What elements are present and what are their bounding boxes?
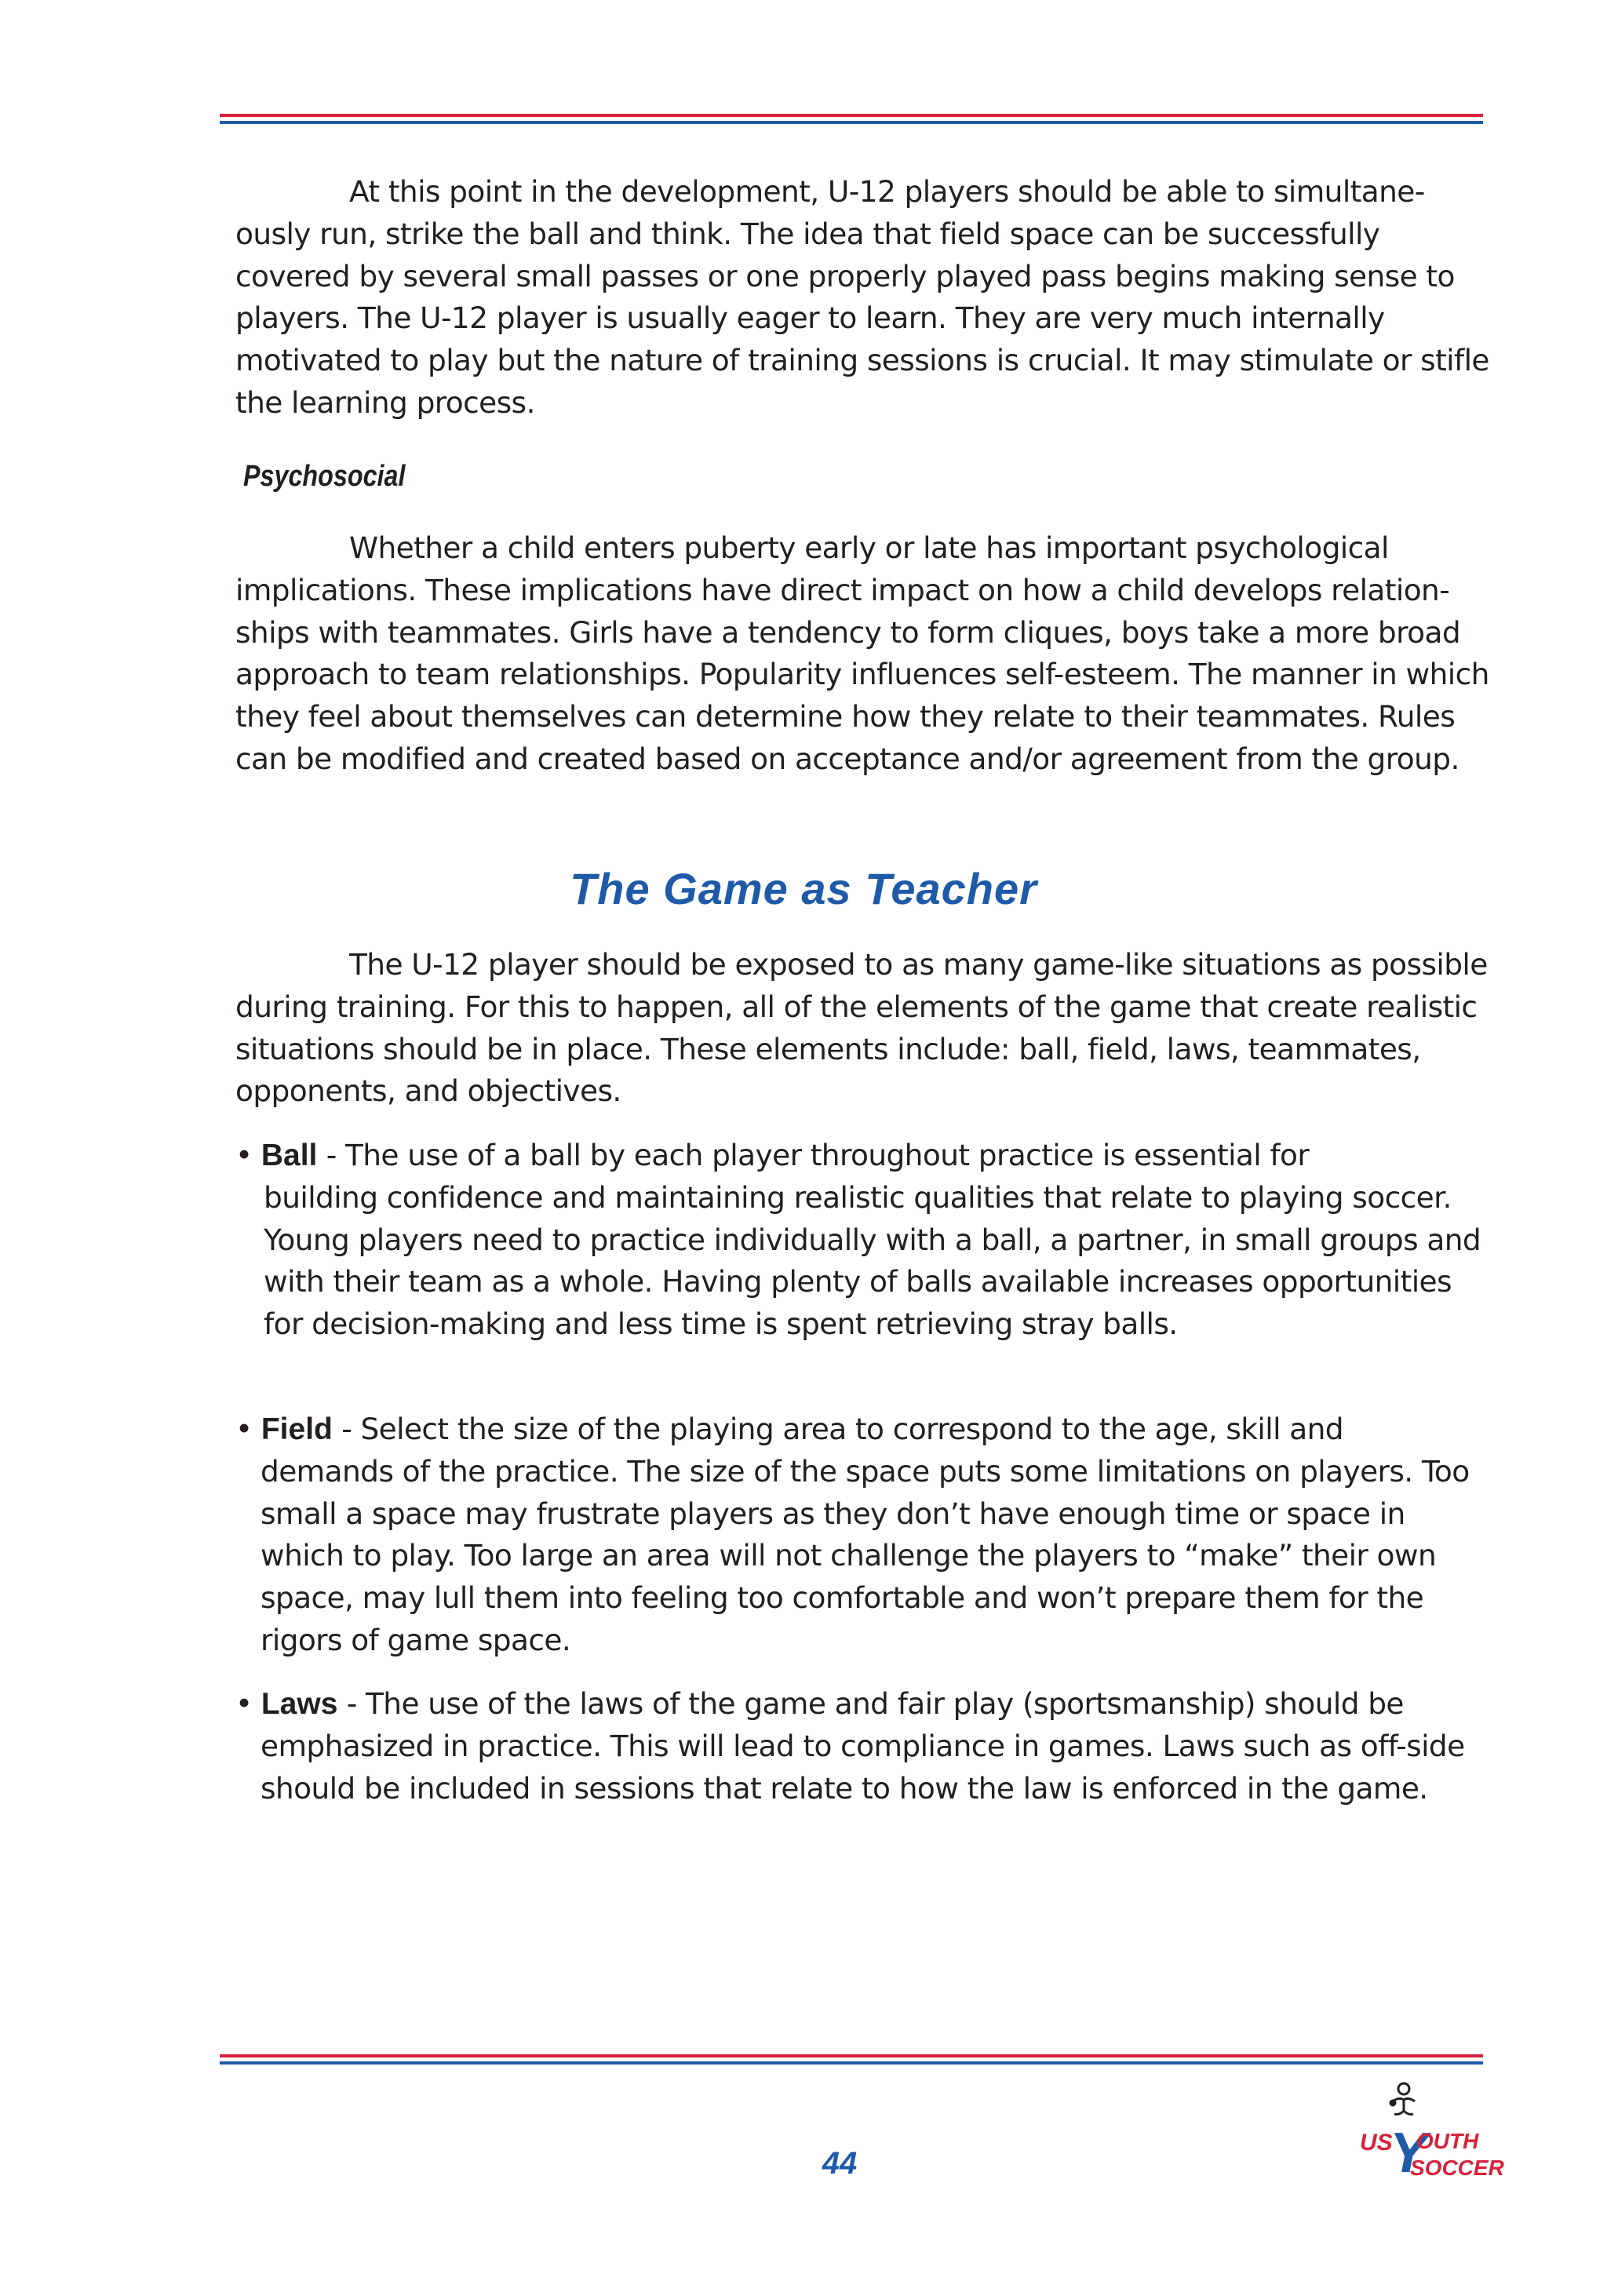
bottom-divider-rule	[220, 2054, 1483, 2065]
bullet-term-field: Field	[261, 1412, 333, 1446]
bullet-first-line: - Select the size of the playing area to correspond to the age, skill and	[332, 1412, 1343, 1446]
bullet-first-line: - The use of the laws of the game and fair play (sportsmanship) should be	[337, 1686, 1404, 1721]
top-divider-rule	[220, 114, 1483, 124]
logo-soccer-text: SOCCER	[1410, 2156, 1504, 2180]
bullet-first-line: - The use of a ball by each player throughout practice is essential for	[317, 1138, 1310, 1172]
page-number: 44	[822, 2146, 858, 2181]
bullet-field	[235, 1409, 1491, 1662]
player-figure-icon	[1390, 2083, 1415, 2115]
us-youth-soccer-logo	[1354, 2079, 1504, 2197]
bullet-term-ball: Ball	[261, 1139, 318, 1172]
psychosocial-heading: Psychosocial	[243, 460, 406, 493]
bullet-laws	[235, 1683, 1491, 1809]
bullet-marker: •	[235, 1412, 253, 1446]
logo-y-text: Y	[1390, 2122, 1428, 2185]
intro-section	[235, 171, 1491, 425]
bullet-text: building confidence and maintaining realistic qualities that relate to playing soccer. Young players need to practice individually with a ball, a partner, in small groups and with their team as a whole. Having plenty of balls available increases opportunities for decision-making and less time is spent retrieving stray balls.	[264, 1179, 1481, 1342]
psychosocial-paragraph: Whether a child enters puberty early or late has important psychological implications. These implications have direct impact on how a child develops relation-ships with teammates. Girls have a tendency to form cliques, boys take a more broad approach to team relationships. Popularity influences self-esteem. The manner in which they feel about themselves can determine how they relate to their teammates. Rules can be modified and created based on acceptance and/or agreement from the group.	[235, 530, 1489, 776]
psychosocial-section	[235, 527, 1491, 781]
game-as-teacher-section	[235, 944, 1491, 1113]
bullet-marker: •	[235, 1138, 253, 1172]
game-as-teacher-paragraph: The U-12 player should be exposed to as many game-like situations as possible during training. For this to happen, all of the elements of the game that create realistic situations should be in place. These elements include: ball, field, laws, teammates, opponents, and objectives.	[235, 947, 1488, 1109]
logo-us-text: US	[1360, 2130, 1393, 2156]
bullet-marker: •	[235, 1686, 253, 1721]
game-as-teacher-heading: The Game as Teacher	[570, 864, 1037, 913]
logo-outh-text: OUTH	[1416, 2129, 1479, 2153]
bullet-ball	[235, 1135, 1491, 1346]
bullet-term-laws: Laws	[261, 1687, 338, 1721]
intro-paragraph: At this point in the development, U-12 players should be able to simultane-ously run, strike the ball and think. The idea that field space can be successfully covered by several small passes or one properly played pass begins making sense to players. The U-12 player is usually eager to learn. They are very much internally motivated to play but the nature of training sessions is crucial. It may stimulate or stifle the learning process.	[235, 174, 1489, 420]
bullet-text: demands of the practice. The size of the space puts some limitations on players. Too small a space may frustrate players as they don’t have enough time or space in which to play. Too large an area will not challenge the players to “make” their own space, may lull them into feeling too comfortable and won’t prepare them for the rigors of game space.	[261, 1453, 1470, 1657]
bullet-text: emphasized in practice. This will lead to compliance in games. Laws such as off-side should be included in sessions that relate to how the law is enforced in the game.	[261, 1728, 1465, 1806]
